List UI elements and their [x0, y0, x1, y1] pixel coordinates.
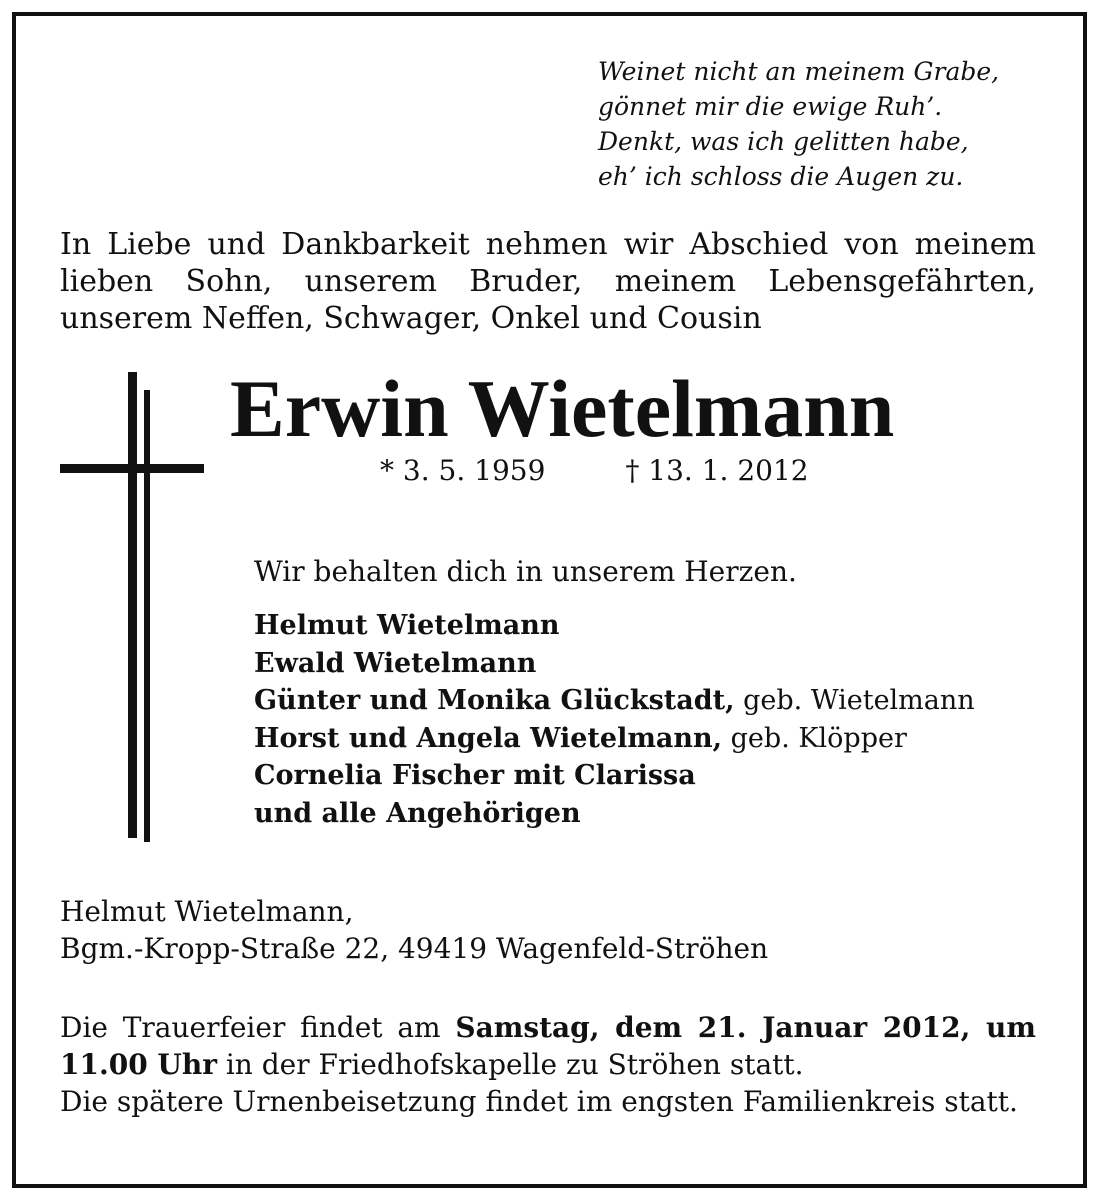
mourner-row: [254, 757, 975, 795]
memorial-poem: [598, 54, 999, 194]
birth-date: * 3. 5. 1959: [380, 454, 546, 487]
death-date: † 13. 1. 2012: [625, 454, 809, 487]
mourner-row: [254, 720, 975, 758]
cross-icon: [58, 372, 208, 842]
mourner-note: geb. Wietelmann: [734, 685, 975, 716]
mourner-name: Günter und Monika Glückstadt,: [254, 685, 735, 716]
mourner-row: [254, 795, 975, 833]
mourner-name: Helmut Wietelmann: [254, 610, 560, 641]
life-dates: [380, 453, 809, 489]
poem-line: Denkt, was ich gelitten habe,: [598, 127, 969, 156]
closing-line: Wir behalten dich in unserem Herzen.: [254, 555, 797, 588]
service-text: in der Friedhofskapelle zu Ströhen statt.: [216, 1048, 804, 1081]
mourner-note: geb. Klöpper: [722, 722, 907, 754]
service-info: [60, 1009, 1036, 1120]
address-line: Helmut Wietelmann,: [60, 895, 354, 928]
mourner-name: und alle Angehörigen: [254, 797, 581, 829]
mourner-name: Ewald Wietelmann: [254, 647, 537, 679]
mourner-row: [254, 682, 975, 720]
contact-address: [60, 893, 768, 967]
poem-line: Weinet nicht an meinem Grabe,: [598, 57, 1000, 86]
burial-text: Die spätere Urnenbeisetzung findet im engsten Familienkreis statt.: [60, 1085, 1018, 1118]
service-text: Die Trauerfeier findet am: [60, 1011, 456, 1044]
mourner-row: [254, 607, 975, 645]
intro-text: In Liebe und Dankbarkeit nehmen wir Abschied von meinem lieben Sohn, unserem Bruder, meinem Lebensgefährten, unserem Neffen, Schwager, Onkel und Cousin: [60, 227, 1036, 336]
mourners-list: [254, 607, 975, 832]
mourner-name: Cornelia Fischer mit Clarissa: [254, 760, 696, 791]
service-date: Samstag, dem 21. Januar 2012, um 11.00 Uhr: [60, 1011, 1036, 1081]
mourner-row: [254, 645, 975, 683]
poem-line: eh’ ich schloss die Augen zu.: [598, 162, 964, 191]
poem-line: gönnet mir die ewige Ruh’.: [598, 92, 943, 121]
mourner-name: Horst und Angela Wietelmann,: [254, 722, 723, 754]
address-line: Bgm.-Kropp-Straße 22, 49419 Wagenfeld-Ströhen: [60, 932, 769, 965]
deceased-name: Erwin Wietelmann: [230, 363, 895, 454]
